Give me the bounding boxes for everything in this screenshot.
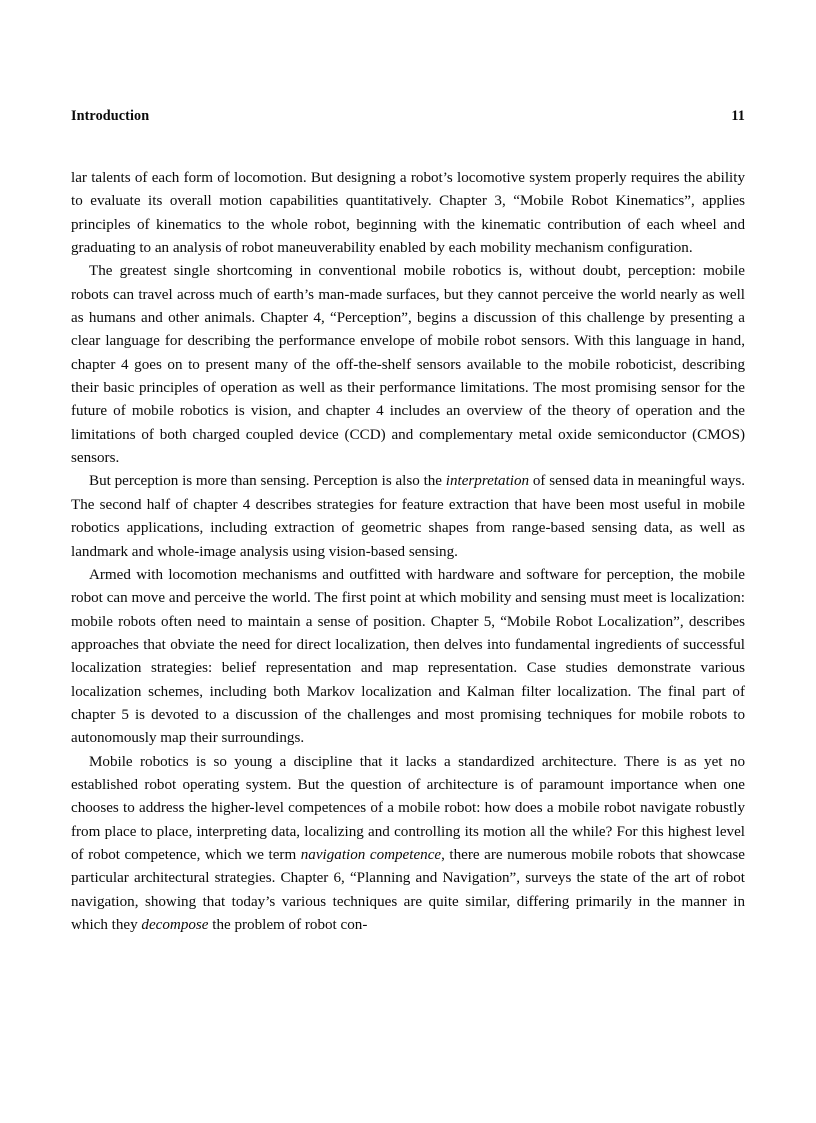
paragraph bbox=[71, 167, 745, 260]
running-head bbox=[71, 107, 745, 125]
page-number: 11 bbox=[731, 108, 745, 124]
emphasis-text: decompose bbox=[141, 917, 209, 933]
paragraph-text: The greatest single shortcoming in conventional mobile robotics is, without doubt, perception: mobile robots can travel across much of earth’s man-made surfaces, but they cannot perceive the world nearly as well as humans and other animals. Chapter 4, “Perception”, begins a discussion of this challenge by presenting a clear language for describing the performance envelope of mobile robot sensors. With this language in hand, chapter 4 goes on to present many of the off-the-shelf sensors available to the mobile roboticist, describing their basic principles of operation as well as their performance limitations. The most promising sensor for the future of mobile robotics is vision, and chapter 4 includes an overview of the theory of operation and the limitations of both charged coupled device (CCD) and complementary metal oxide semiconductor (CMOS) sensors. bbox=[71, 263, 745, 467]
paragraph-text: , there are numerous mobile robots that showcase particular architectural strategies. Chapter 6, “Planning and Navigation”, surveys the state of the art of robot navigation, showing that today’s various techniques are quite similar, differing primarily in the manner in which they bbox=[71, 846, 745, 933]
emphasis-text: navigation competence bbox=[300, 846, 442, 863]
paragraph bbox=[71, 260, 745, 470]
paragraph-text: But perception is more than sensing. Perception is also the bbox=[89, 473, 446, 490]
emphasis-text: interpretation bbox=[445, 473, 530, 490]
paragraph-text: of sensed data in meaningful ways. The second half of chapter 4 describes strategies for feature extraction that have been most useful in mobile robotics applications, including extraction of geometric shapes from range-based sensing data, as well as landmark and whole-image analysis using vision-based sensing. bbox=[71, 473, 745, 560]
paragraph bbox=[71, 751, 745, 938]
paragraph-text: the problem of robot con- bbox=[208, 917, 368, 933]
body-text-column bbox=[71, 167, 745, 937]
paragraph bbox=[71, 470, 745, 563]
running-head-title: Introduction bbox=[71, 108, 150, 124]
paragraph-text: Armed with locomotion mechanisms and outfitted with hardware and software for perception, the mobile robot can move and perceive the world. The first point at which mobility and sensing must meet is localization: mobile robots often need to maintain a sense of position. Chapter 5, “Mobile Robot Localization”, describes approaches that obviate the need for direct localization, then delves into fundamental ingredients of successful localization strategies: belief representation and map representation. Case studies demonstrate various localization schemes, including both Markov localization and Kalman filter localization. The final part of chapter 5 is devoted to a discussion of the challenges and most promising techniques for mobile robots to autonomously map their surroundings. bbox=[71, 566, 745, 747]
paragraph-text: Mobile robotics is so young a discipline that it lacks a standardized architecture. There is as yet no established robot operating system. But the question of architecture is of paramount importance when one chooses to address the higher-level competences of a mobile robot: how does a mobile robot navigate robustly from place to place, interpreting data, localizing and controlling its motion all the while? For this highest level of robot competence, which we term bbox=[71, 753, 745, 863]
paragraph bbox=[71, 564, 745, 751]
paragraph-text: lar talents of each form of locomotion. But designing a robot’s locomotive system properly requires the ability to evaluate its overall motion capabilities quantitatively. Chapter 3, “Mobile Robot Kinematics”, applies principles of kinematics to the whole robot, beginning with the kinematic contribution of each wheel and graduating to an analysis of robot maneuverability enabled by each mobility mechanism configuration. bbox=[71, 170, 745, 257]
